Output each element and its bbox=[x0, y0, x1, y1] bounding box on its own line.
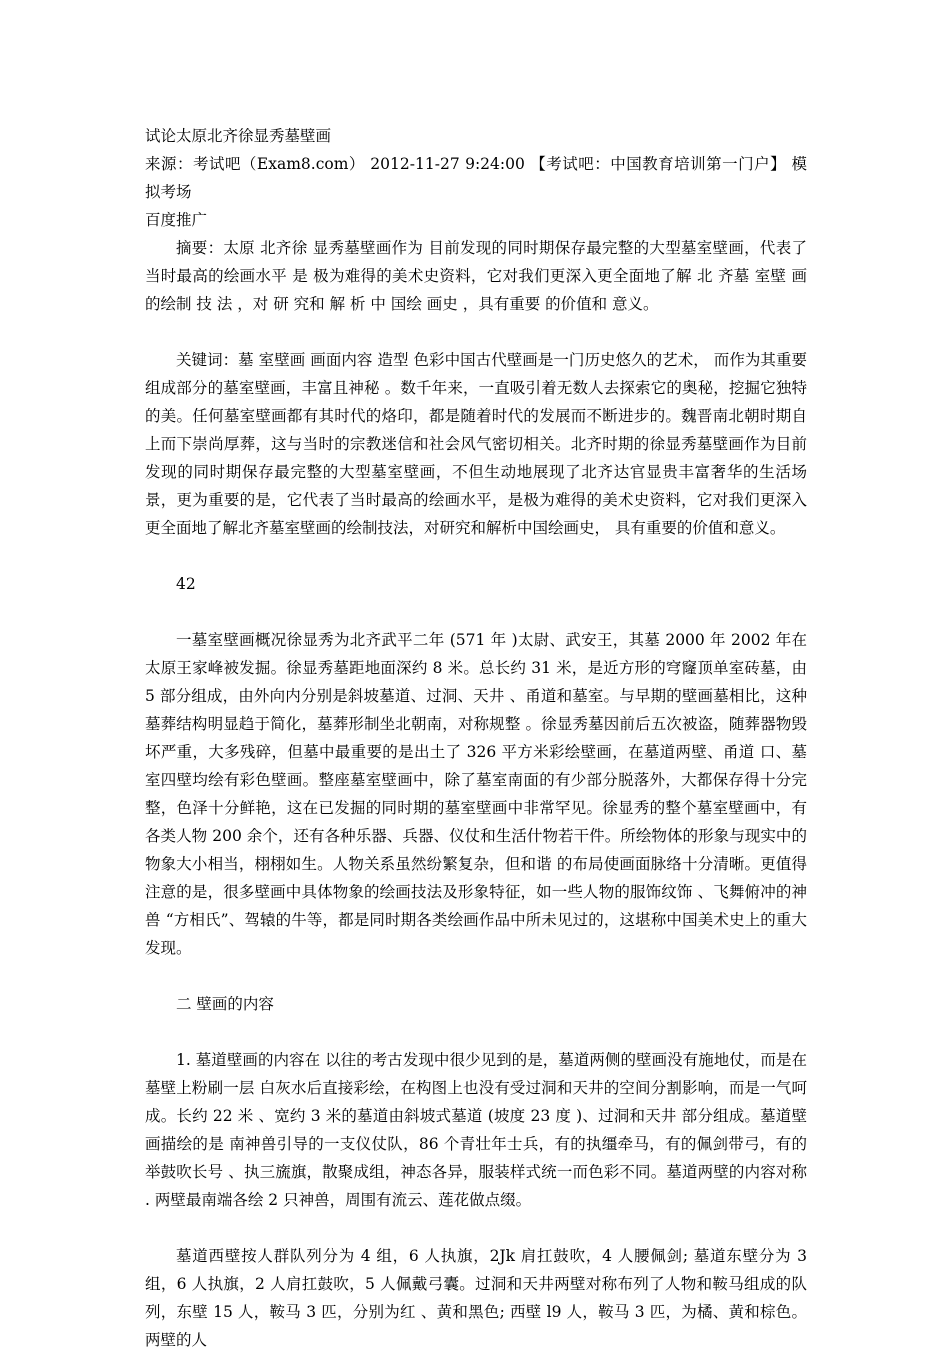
spacer bbox=[145, 318, 807, 346]
spacer bbox=[145, 1214, 807, 1242]
spacer bbox=[145, 598, 807, 626]
source-line: 来源：考试吧（Exam8.com） 2012-11-27 9:24:00 【考试吧：中国教育培训第一门户】 模拟考场 bbox=[145, 155, 807, 201]
section2-heading: 二 壁画的内容 bbox=[176, 995, 274, 1013]
spacer bbox=[145, 1018, 807, 1046]
spacer bbox=[145, 962, 807, 990]
section1-paragraph: 一墓室壁画概况徐显秀为北齐武平二年 (571 年 )太尉、武安王，其墓 2000 年 2002 年在太原王家峰被发掘。徐显秀墓距地面深约 8 米。总长约 31 米，是近方形的穹窿顶单室砖墓，由 5 部分组成，由外向内分别是斜坡墓道、过洞、天井 、甬道和墓室。与早期的壁画墓相比，这种墓葬结构明显趋于简化，墓葬形制坐北朝南，对称规整 。徐显秀墓因前后五次被盗，随葬器物毁坏严重，大多残碎，但墓中最重要的是出土了 326 平方米彩绘壁画，在墓道两壁、甬道 口、墓室四壁均绘有彩色壁画。整座墓室壁画中，除了墓室南面的有少部分脱落外，大都保存得十分完整，色泽十分鲜艳，这在已发掘的同时期的墓室壁画中非常罕见。徐显秀的整个墓室壁画中，有各类人物 200 余个，还有各种乐器、兵器、仪仗和生活什物若干件。所绘物体的形象与现实中的物象大小相当，栩栩如生。人物关系虽然纷繁复杂，但和谐 的布局使画面脉络十分清晰。更值得注意的是，很多壁画中具体物象的绘画技法及形象特征，如一些人物的服饰纹饰 、飞舞俯冲的神兽 “方相氏”、驾辕的牛等，都是同时期各类绘画作品中所未见过的，这堪称中国美术史上的重大发现。 bbox=[145, 631, 807, 957]
section2-paragraph-2: 墓道西壁按人群队列分为 4 组，6 人执旗，2Jk 肩扛鼓吹，4 人腰佩剑; 墓道东壁分为 3 组，6 人执旗，2 人肩扛鼓吹，5 人佩戴弓囊。过洞和天井两壁对称布列了人物和鞍马组成的队列，东壁 15 人，鞍马 3 匹，分别为红 、黄和黑色; 西壁 l9 人，鞍马 3 匹，为橘、黄和棕色。两壁的人 bbox=[145, 1247, 807, 1349]
keywords-paragraph: 关键词：墓 室壁画 画面内容 造型 色彩中国古代壁画是一门历史悠久的艺术， 而作为其重要组成部分的墓室壁画，丰富且神秘 。数千年来，一直吸引着无数人去探索它的奥秘，挖掘它独特的美。任何墓室壁画都有其时代的烙印，都是随着时代的发展而不断进步的。魏晋南北朝时期自上而下崇尚厚葬，这与当时的宗教迷信和社会风气密切相关。北齐时期的徐显秀墓壁画作为目前发现的同时期保存最完整的大型墓室壁画，不但生动地展现了北齐达官显贵丰富奢华的生活场景，更为重要的是，它代表了当时最高的绘画水平，是极为难得的美术史资料，它对我们更深入更全面地了解北齐墓室壁画的绘制技法，对研究和解析中国绘画史， 具有重要的价值和意义。 bbox=[145, 351, 807, 537]
spacer bbox=[145, 542, 807, 570]
article-title: 试论太原北齐徐显秀墓壁画 bbox=[145, 127, 332, 145]
document-body bbox=[145, 122, 807, 1354]
page-number: 42 bbox=[176, 575, 196, 593]
promo-link[interactable]: 百度推广 bbox=[145, 211, 208, 229]
section2-paragraph-1: 1. 墓道壁画的内容在 以往的考古发现中很少见到的是，墓道两侧的壁画没有施地仗，而是在墓壁上粉刷一层 白灰水后直接彩绘，在构图上也没有受过洞和天井的空间分割影响，而是一气呵成。长约 22 米 、宽约 3 米的墓道由斜坡式墓道 (坡度 23 度 )、过洞和天井 部分组成。墓道壁画描绘的是 南神兽引导的一支仪仗队，86 个青壮年士兵，有的执缰牵马，有的佩剑带弓，有的举鼓吹长号 、执三旒旗，散聚成组，神态各异，服装样式统一而色彩不同。墓道两壁的内容对称 . 两壁最南端各绘 2 只神兽，周围有流云、莲花做点缀。 bbox=[145, 1051, 807, 1209]
abstract-paragraph: 摘要：太原 北齐徐 显秀墓壁画作为 目前发现的同时期保存最完整的大型墓室壁画，代表了当时最高的绘画水平 是 极为难得的美术史资料，它对我们更深入更全面地了解 北 齐墓 室壁 画 的绘制 技 法 ，对 研 究和 解 析 中 国绘 画史 ，具有重要 的价值和 意义。 bbox=[145, 239, 807, 313]
